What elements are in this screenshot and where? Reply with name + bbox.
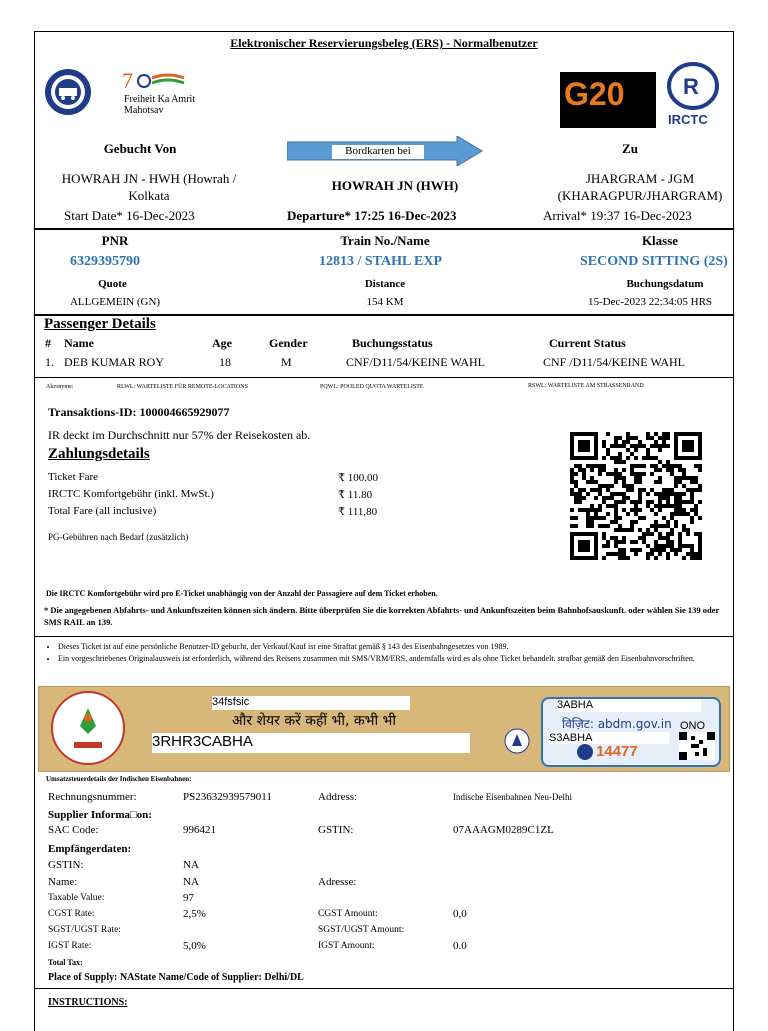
azadi-logo xyxy=(120,68,200,116)
quota-label: Quote xyxy=(98,278,127,290)
rules-list xyxy=(44,641,734,665)
sac-value: 996421 xyxy=(183,824,216,836)
boarding-label: Bordkarten bei xyxy=(332,145,424,159)
gstin-label: GSTIN: xyxy=(318,824,354,836)
convenience-fee-label: IRCTC Komfortgebühr (inkl. MwSt.) xyxy=(48,488,214,500)
igst-amount-label: IGST Amount: xyxy=(318,941,375,951)
cgst-rate-value: 2,5% xyxy=(183,908,206,920)
arrival: Arrival* 19:37 16-Dec-2023 xyxy=(543,208,692,223)
supplier-heading: Supplier Informa□on: xyxy=(48,809,152,821)
pg-note: PG-Gebühren nach Bedarf (zusätzlich) xyxy=(48,532,189,542)
address-label: Address: xyxy=(318,791,358,803)
abha-emblem-icon xyxy=(50,690,126,766)
g20-logo-text: G20 xyxy=(564,76,625,112)
train-value: 12813 / STAHL EXP xyxy=(319,254,443,269)
invoice-label: Rechnungsnummer: xyxy=(48,791,137,803)
ono-label: ONO xyxy=(680,720,706,732)
helpline-number: 14477 xyxy=(596,743,638,760)
acronym-heading: Akronyme: xyxy=(46,384,74,390)
acronym-rlwl: RLWL: WARTELISTE FÜR REMOTE-LOCATIONS xyxy=(117,384,248,390)
recipient-name-value: NA xyxy=(183,876,199,888)
tax-heading: Umsatzsteuerdetails der Indischen Eisenbahnen: xyxy=(46,775,192,783)
acronym-rswl: RSWL: WARTELISTE AM STRASSENRAND xyxy=(528,383,644,389)
to-label: Zu xyxy=(622,141,638,156)
col-name: Name xyxy=(64,336,94,350)
abdm-visit: विज़िट: abdm.gov.in xyxy=(562,717,672,731)
svg-text:R: R xyxy=(683,74,699,99)
distance-value: 154 KM xyxy=(366,296,404,308)
abdm-field-1: 3ABHA xyxy=(557,699,701,712)
col-gender: Gender xyxy=(269,336,308,350)
start-date: Start Date* 16-Dec-2023 xyxy=(64,208,195,223)
total-fare-label: Total Fare (all inclusive) xyxy=(48,505,157,517)
gstin-value: 07AAAGM0289C1ZL xyxy=(453,824,554,836)
passenger-no: 1. xyxy=(45,355,54,369)
from-station: HOWRAH JN - HWH (Howrah / Kolkata xyxy=(61,171,237,203)
sgst-rate-label: SGST/UGST Rate: xyxy=(48,925,121,935)
qr-code xyxy=(570,432,702,560)
place-of-supply: Place of Supply: NAState Name/Code of Supplier: Delhi/DL xyxy=(48,972,304,983)
taxable-value: 97 xyxy=(183,892,194,904)
igst-amount-value: 0.0 xyxy=(453,940,467,952)
boarding-station: HOWRAH JN (HWH) xyxy=(331,178,459,193)
irctc-logo-text: IRCTC xyxy=(668,112,708,127)
departure: Departure* 17:25 16-Dec-2023 xyxy=(287,208,457,223)
timing-note: * Die angegebenen Abfahrts- und Ankunftszeiten können sich ändern. Bitte überprüfen Sie die korrekten Abfahrts- und Ankunftszeiten beim Bahnhofsauskunft. oder wählen Sie 139 oder SMS RAIL an 139. xyxy=(44,605,720,627)
passenger-booking-status: CNF/D11/54/KEINE WAHL xyxy=(346,355,485,369)
passenger-current-status: CNF /D11/54/KEINE WAHL xyxy=(543,355,685,369)
pnr-label: PNR xyxy=(101,233,129,248)
divider xyxy=(34,988,734,989)
document-title: Elektronischer Reservierungsbeleg (ERS) - Normalbenutzer xyxy=(230,36,538,50)
fare-label: Ticket Fare xyxy=(48,471,99,483)
banner-hindi-text: और शेयर करें कहीं भी, कभी भी xyxy=(232,713,397,729)
phone-icon xyxy=(577,744,593,760)
from-label: Gebucht Von xyxy=(103,141,177,156)
banner-field-1: 34fsfsic xyxy=(212,696,410,710)
total-tax-label: Total Tax: xyxy=(48,958,83,967)
class-value: SECOND SITTING (2S) xyxy=(580,254,728,269)
taxable-label: Taxable Value: xyxy=(48,893,105,903)
abdm-field-2: S3ABHA xyxy=(549,732,669,744)
distance-label: Distance xyxy=(364,278,406,290)
cgst-rate-label: CGST Rate: xyxy=(48,909,95,919)
col-age: Age xyxy=(212,336,232,350)
passenger-heading: Passenger Details xyxy=(44,316,156,332)
divider xyxy=(34,228,734,230)
divider xyxy=(34,636,734,637)
to-station: JHARGRAM - JGM (KHARAGPUR/JHARGRAM) xyxy=(557,171,723,203)
passenger-gender: M xyxy=(281,355,292,369)
passenger-name: DEB KUMAR ROY xyxy=(64,355,165,369)
recipient-name-label: Name: xyxy=(48,876,78,888)
divider xyxy=(34,377,734,378)
sgst-amount-label: SGST/UGST Amount: xyxy=(318,925,405,935)
col-current-status: Current Status xyxy=(549,336,626,350)
col-no: # xyxy=(45,336,51,350)
svg-text:7: 7 xyxy=(122,68,133,93)
booking-date-label: Buchungsdatum xyxy=(626,278,704,290)
transaction-id: Transaktions-ID: 100004665929077 xyxy=(48,405,230,419)
g20-logo xyxy=(560,72,656,128)
col-booking-status: Buchungsstatus xyxy=(352,336,433,350)
rule-item: • Dieses Ticket ist auf eine persönliche Benutzer-ID gebucht, der Verkauf/Kauf ist eine Straftat gemäß § 143 des Eisenbahngesetzes von 1989. xyxy=(58,641,734,653)
banner-qr-code xyxy=(679,732,715,760)
recipient-heading: Empfängerdaten: xyxy=(48,843,132,855)
pnr-value: 6329395790 xyxy=(70,254,140,269)
invoice-value: PS23632939579011 xyxy=(183,791,272,803)
irctc-logo xyxy=(666,62,720,130)
instructions-heading: INSTRUCTIONS: xyxy=(48,997,128,1008)
class-label: Klasse xyxy=(641,233,679,248)
recipient-gstin-label: GSTIN: xyxy=(48,859,84,871)
scan-icon xyxy=(504,728,530,754)
sac-label: SAC Code: xyxy=(48,824,99,836)
train-label: Train No./Name xyxy=(340,233,430,248)
convenience-fee-value: ₹ 11.80 xyxy=(338,489,373,501)
rule-item: • Ein vorgeschriebenes Originalausweis ist erforderlich, während des Reisens zusammen mit SMS/VRM/ERS, andernfalls wird es als ohne Ticket behandelt. strafbar gemäß den Eisenbahnvorschriften. xyxy=(58,653,734,665)
subsidy-note: IR deckt im Durchschnitt nur 57% der Reisekosten ab. xyxy=(48,428,311,442)
total-fare-value: ₹ 111,80 xyxy=(338,506,378,518)
azadi-logo-text: Freiheit Ka Amrit Mahotsav xyxy=(124,94,196,116)
booking-date-value: 15-Dec-2023 22:34:05 HRS xyxy=(588,296,713,308)
igst-rate-label: IGST Rate: xyxy=(48,941,92,951)
indian-railways-logo xyxy=(44,68,92,116)
recipient-address-label: Adresse: xyxy=(318,876,357,888)
payment-heading: Zahlungsdetails xyxy=(48,446,150,462)
igst-rate-value: 5,0% xyxy=(183,940,206,952)
fare-value: ₹ 100.00 xyxy=(338,472,378,484)
convenience-note: Die IRCTC Komfortgebühr wird pro E-Ticket unabhängig von der Anzahl der Passagiere auf dem Ticket erhoben. xyxy=(46,589,438,598)
recipient-gstin-value: NA xyxy=(183,859,199,871)
passenger-age: 18 xyxy=(219,355,231,369)
cgst-amount-value: 0,0 xyxy=(453,908,467,920)
quota-value: ALLGEMEIN (GN) xyxy=(69,296,161,308)
acronym-pqwl: PQWL: POOLED QUOTA WARTELISTE xyxy=(320,384,424,390)
address-value: Indische Eisenbahnen Neu-Delhi xyxy=(453,792,572,802)
cgst-amount-label: CGST Amount: xyxy=(318,909,378,919)
banner-field-2: 3RHR3CABHA xyxy=(152,733,470,753)
